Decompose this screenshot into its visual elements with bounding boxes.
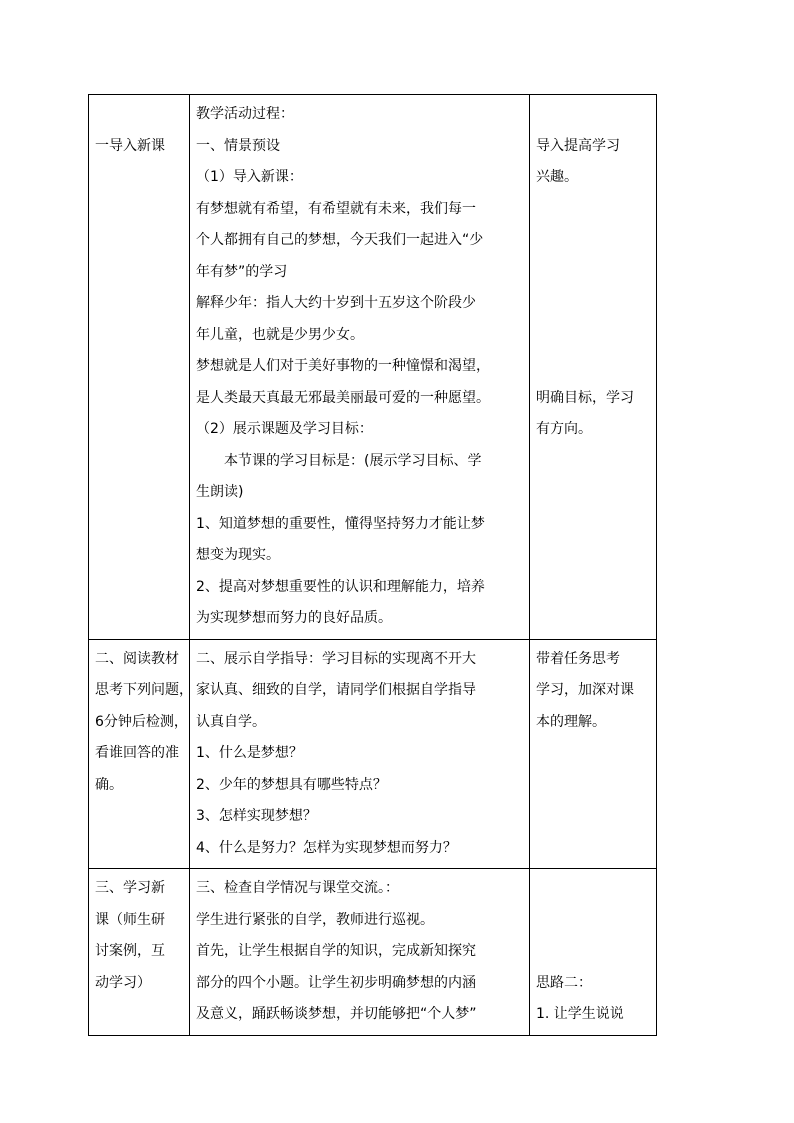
content-line: 首先，让学生根据自学的知识，完成新知探究 bbox=[196, 943, 476, 959]
note-line: 兴趣。 bbox=[536, 169, 578, 185]
stage-label: 确。 bbox=[95, 776, 123, 793]
notes-cell bbox=[530, 639, 657, 869]
stage-label: 一导入新课 bbox=[95, 137, 165, 154]
content-line: 年有梦”的学习 bbox=[196, 263, 288, 280]
table-row bbox=[89, 639, 657, 869]
section-heading: 三、检查自学情况与课堂交流。： bbox=[196, 880, 399, 896]
note-line: 本的理解。 bbox=[536, 713, 606, 730]
content-line: 部分的四个小题。让学生初步明确梦想的内涵 bbox=[196, 974, 476, 991]
content-line: 为实现梦想而努力的良好品质。 bbox=[196, 610, 392, 626]
note-line: 明确目标，学习 bbox=[536, 389, 634, 406]
content-line: （1）导入新课： bbox=[196, 169, 303, 185]
stage-cell bbox=[89, 869, 190, 1036]
content-line: 学生进行紧张的自学，教师进行巡视。 bbox=[196, 911, 434, 928]
content-line: 及意义，踊跃畅谈梦想，并切能够把“个人梦” bbox=[196, 1006, 477, 1022]
content-line: 个人都拥有自己的梦想，今天我们一起进入“少 bbox=[196, 232, 484, 248]
content-line: 生朗读) bbox=[196, 484, 244, 500]
content-line: 想变为现实。 bbox=[196, 547, 280, 563]
content-line: 梦想就是人们对于美好事物的一种憧憬和渴望， bbox=[196, 358, 490, 374]
stage-label: 看谁回答的准 bbox=[95, 745, 179, 761]
table-row bbox=[89, 869, 657, 1036]
note-line: 思路二： bbox=[536, 974, 592, 991]
content-cell bbox=[190, 639, 530, 869]
content-line: 本节课的学习目标是：(展示学习目标、学 bbox=[224, 452, 482, 469]
stage-label: 6分钟后检测， bbox=[95, 713, 188, 730]
question-item: 1、什么是梦想？ bbox=[196, 745, 303, 761]
section-heading: 一、情景预设 bbox=[196, 137, 280, 154]
stage-label: 讨案例，互 bbox=[95, 943, 165, 959]
table-row bbox=[89, 95, 657, 640]
stage-label: 动学习） bbox=[95, 974, 151, 991]
content-line: 认真自学。 bbox=[196, 713, 266, 730]
content-line: 1、知道梦想的重要性，懂得坚持努力才能让梦 bbox=[196, 515, 485, 532]
content-line: 家认真、细致的自学，请同学们根据自学指导 bbox=[196, 682, 476, 698]
stage-label: 三、学习新 bbox=[95, 880, 165, 896]
question-item: 2、少年的梦想具有哪些特点？ bbox=[196, 776, 387, 793]
content-cell bbox=[190, 869, 530, 1036]
stage-label: 课（师生研 bbox=[95, 911, 165, 928]
notes-cell bbox=[530, 95, 657, 640]
stage-cell bbox=[89, 639, 193, 869]
note-line: 1. 让学生说说 bbox=[536, 1006, 624, 1022]
stage-cell bbox=[89, 95, 190, 640]
note-line: 学习，加深对课 bbox=[536, 682, 634, 698]
note-line: 有方向。 bbox=[536, 421, 592, 437]
question-item: 4、什么是努力？怎样为实现梦想而努力？ bbox=[196, 839, 457, 856]
section-heading: 二、展示自学指导：学习目标的实现离不开大 bbox=[196, 650, 476, 667]
question-item: 3、怎样实现梦想？ bbox=[196, 808, 317, 824]
notes-cell bbox=[530, 869, 657, 1036]
content-line: 2、提高对梦想重要性的认识和理解能力，培养 bbox=[196, 578, 485, 595]
lesson-plan-table bbox=[88, 94, 657, 1036]
content-cell bbox=[190, 95, 530, 640]
content-line: 解释少年：指人大约十岁到十五岁这个阶段少 bbox=[196, 295, 476, 311]
content-line: 是人类最天真最无邪最美丽最可爱的一种愿望。 bbox=[196, 389, 490, 406]
content-line: （2）展示课题及学习目标： bbox=[196, 421, 373, 437]
stage-label: 二、阅读教材 bbox=[95, 650, 179, 667]
stage-label: 思考下列问题， bbox=[95, 682, 193, 698]
note-line: 导入提高学习 bbox=[536, 137, 620, 154]
content-line: 年儿童，也就是少男少女。 bbox=[196, 326, 364, 343]
note-line: 带着任务思考 bbox=[536, 650, 620, 667]
content-line: 有梦想就有希望，有希望就有未来，我们每一 bbox=[196, 200, 476, 217]
content-line: 教学活动过程： bbox=[196, 106, 294, 122]
